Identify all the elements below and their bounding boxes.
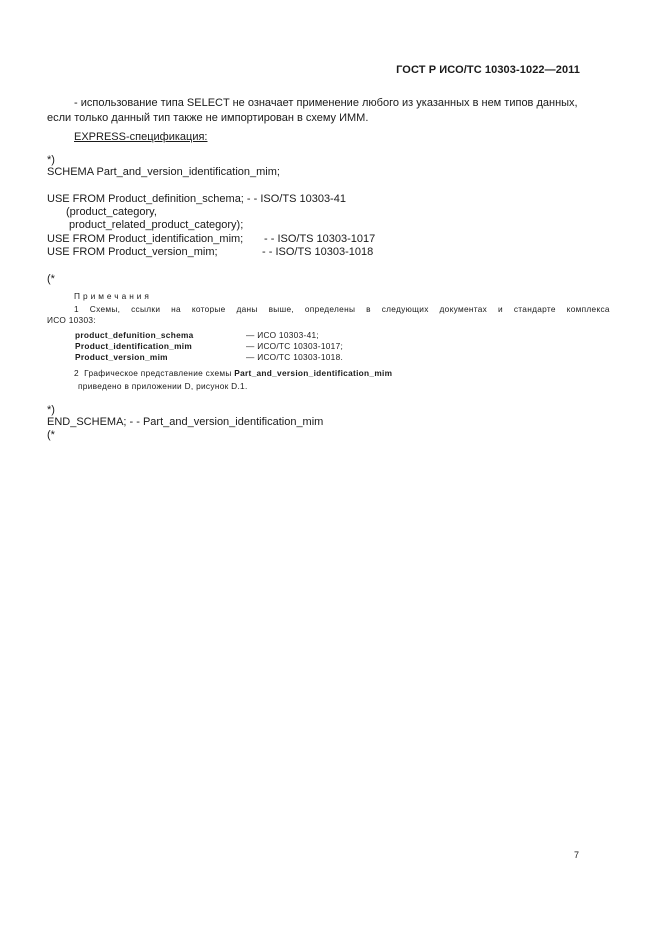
- ref-name-2: Product_identification_mim: [75, 341, 193, 351]
- note-1-word: 1: [74, 304, 79, 314]
- code-use-from-2: USE FROM Product_identification_mim;: [47, 233, 244, 245]
- express-spec-label: EXPRESS-спецификация:: [74, 131, 208, 143]
- code-comment-close-1: *): [47, 154, 55, 166]
- code-use-from-2-comment: - - ISO/TS 10303-1017: [264, 233, 376, 245]
- note-1-word: Схемы,: [89, 304, 121, 314]
- intro-line-1: - использование типа SELECT не означает применение любого из указанных в нем типов данных,: [74, 97, 578, 109]
- note-1-words: [74, 304, 610, 315]
- code-use-from-1-arg-1: (product_category,: [66, 206, 157, 218]
- intro-line-2: если только данный тип также не импортирован в схему ИММ.: [47, 112, 369, 124]
- ref-doc-2: — ИСО/ТС 10303-1017;: [246, 341, 344, 351]
- note-1-word: которые: [191, 304, 226, 314]
- note-1-word: даны: [236, 304, 258, 314]
- document-header-id: ГОСТ Р ИСО/ТС 10303-1022—2011: [396, 64, 580, 76]
- code-comment-open-2: (*: [47, 429, 55, 441]
- ref-name-3: Product_version_mim: [75, 352, 168, 362]
- note-1-word: в: [366, 304, 371, 314]
- note-2-prefix: 2 Графическое представление схемы: [74, 368, 235, 378]
- note-1-word: ссылки: [131, 304, 161, 314]
- code-use-from-1-arg-2: product_related_product_category);: [69, 219, 244, 231]
- code-comment-close-2: *): [47, 404, 55, 416]
- page-number: 7: [574, 850, 580, 860]
- code-use-from-3-comment: - - ISO/TS 10303-1018: [262, 246, 374, 258]
- ref-doc-1: — ИСО 10303-41;: [246, 330, 320, 340]
- code-comment-open-1: (*: [47, 273, 55, 285]
- ref-name-1: product_defunition_schema: [75, 330, 194, 340]
- note-1-word: комплекса: [566, 304, 610, 314]
- ref-doc-3: — ИСО/ТС 10303-1018.: [246, 352, 344, 362]
- note-1-word: стандарте: [513, 304, 556, 314]
- note-1-line-2: ИСО 10303:: [47, 315, 96, 325]
- note-1-word: следующих: [381, 304, 429, 314]
- note-1-line-1: [74, 304, 610, 315]
- note-2-line-1: [74, 368, 392, 379]
- code-end-schema: END_SCHEMA; - - Part_and_version_identification_mim: [47, 416, 324, 428]
- notes-title: Примечания: [74, 291, 152, 301]
- note-1-word: на: [171, 304, 181, 314]
- code-use-from-1: USE FROM Product_definition_schema; - - ISO/TS 10303-41: [47, 193, 346, 205]
- note-1-word: определены: [304, 304, 356, 314]
- note-2-schema-name: Part_and_version_identification_mim: [234, 368, 393, 378]
- code-use-from-3: USE FROM Product_version_mim;: [47, 246, 218, 258]
- note-1-word: и: [498, 304, 503, 314]
- note-1-word: документах: [439, 304, 488, 314]
- note-1-word: выше,: [268, 304, 295, 314]
- note-2-line-2: приведено в приложении D, рисунок D.1.: [78, 381, 248, 391]
- code-schema-line: SCHEMA Part_and_version_identification_mim;: [47, 166, 280, 178]
